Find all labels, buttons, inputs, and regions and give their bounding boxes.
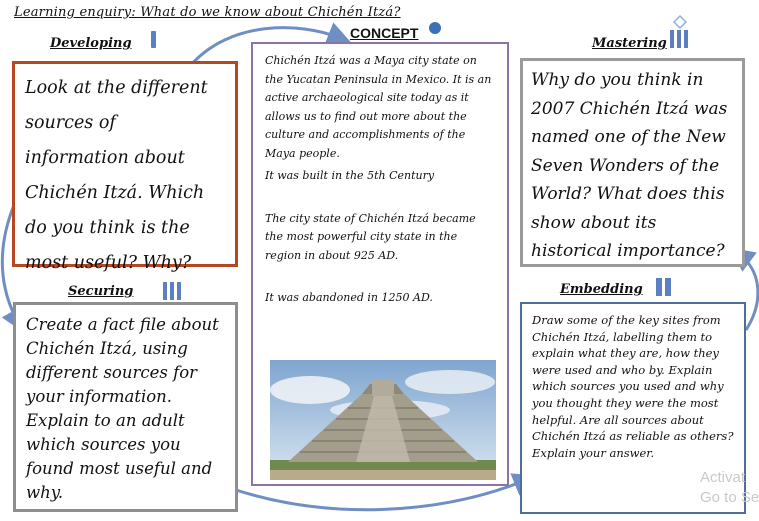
mastering-label: Mastering — [592, 36, 667, 51]
developing-box — [12, 61, 238, 273]
securing-box — [13, 302, 238, 512]
activation-watermark — [700, 468, 759, 508]
concept-para-1: Chichén Itzá was a Maya city state on the Yucatan Peninsula in Mexico. It is an active archaeological site today as it allows us to find out more about the culture and accomplishments of the Maya people. — [265, 54, 492, 160]
watermark-line-2: Go to Se — [700, 489, 759, 506]
dot-icon — [428, 21, 442, 35]
pyramid-photo — [270, 360, 496, 480]
concept-para-2: It was built in the 5th Century — [265, 169, 435, 182]
watermark-line-1: Activat — [700, 469, 746, 486]
securing-label: Securing — [68, 284, 134, 299]
double-bar-icon — [654, 276, 674, 298]
mastering-text: Why do you think in 2007 Chichén Itzá was named one of the New Seven Wonders of the World? What does this show about its historical importance? — [531, 70, 728, 261]
crystal-icon — [666, 14, 694, 52]
concept-para-4: It was abandoned in 1250 AD. — [265, 291, 433, 304]
concept-heading: CONCEPT — [350, 25, 419, 41]
securing-text: Create a fact file about Chichén Itzá, using different sources for your information. Explain to an adult which sources you found most useful and why. — [26, 315, 219, 502]
embedding-text: Draw some of the key sites from Chichén Itzá, labelling them to explain what they are, how they were used and who by. Explain which sources you used and why you thought they were the most helpful. Are all sources about Chichén Itzá as reliable as others? Explain your answer. — [532, 313, 734, 460]
triple-bar-icon — [162, 280, 182, 302]
developing-text: Look at the different sources of information about Chichén Itzá. Which do you think is the most useful? Why? — [25, 78, 208, 273]
mastering-box — [520, 58, 745, 267]
concept-para-3: The city state of Chichén Itzá became the most powerful city state in the region in about 925 AD. — [265, 211, 476, 262]
page-title: Learning enquiry: What do we know about Chichén Itzá? — [14, 5, 401, 20]
developing-label: Developing — [50, 36, 132, 51]
embedding-label: Embedding — [560, 282, 643, 297]
single-bar-icon — [150, 30, 158, 50]
